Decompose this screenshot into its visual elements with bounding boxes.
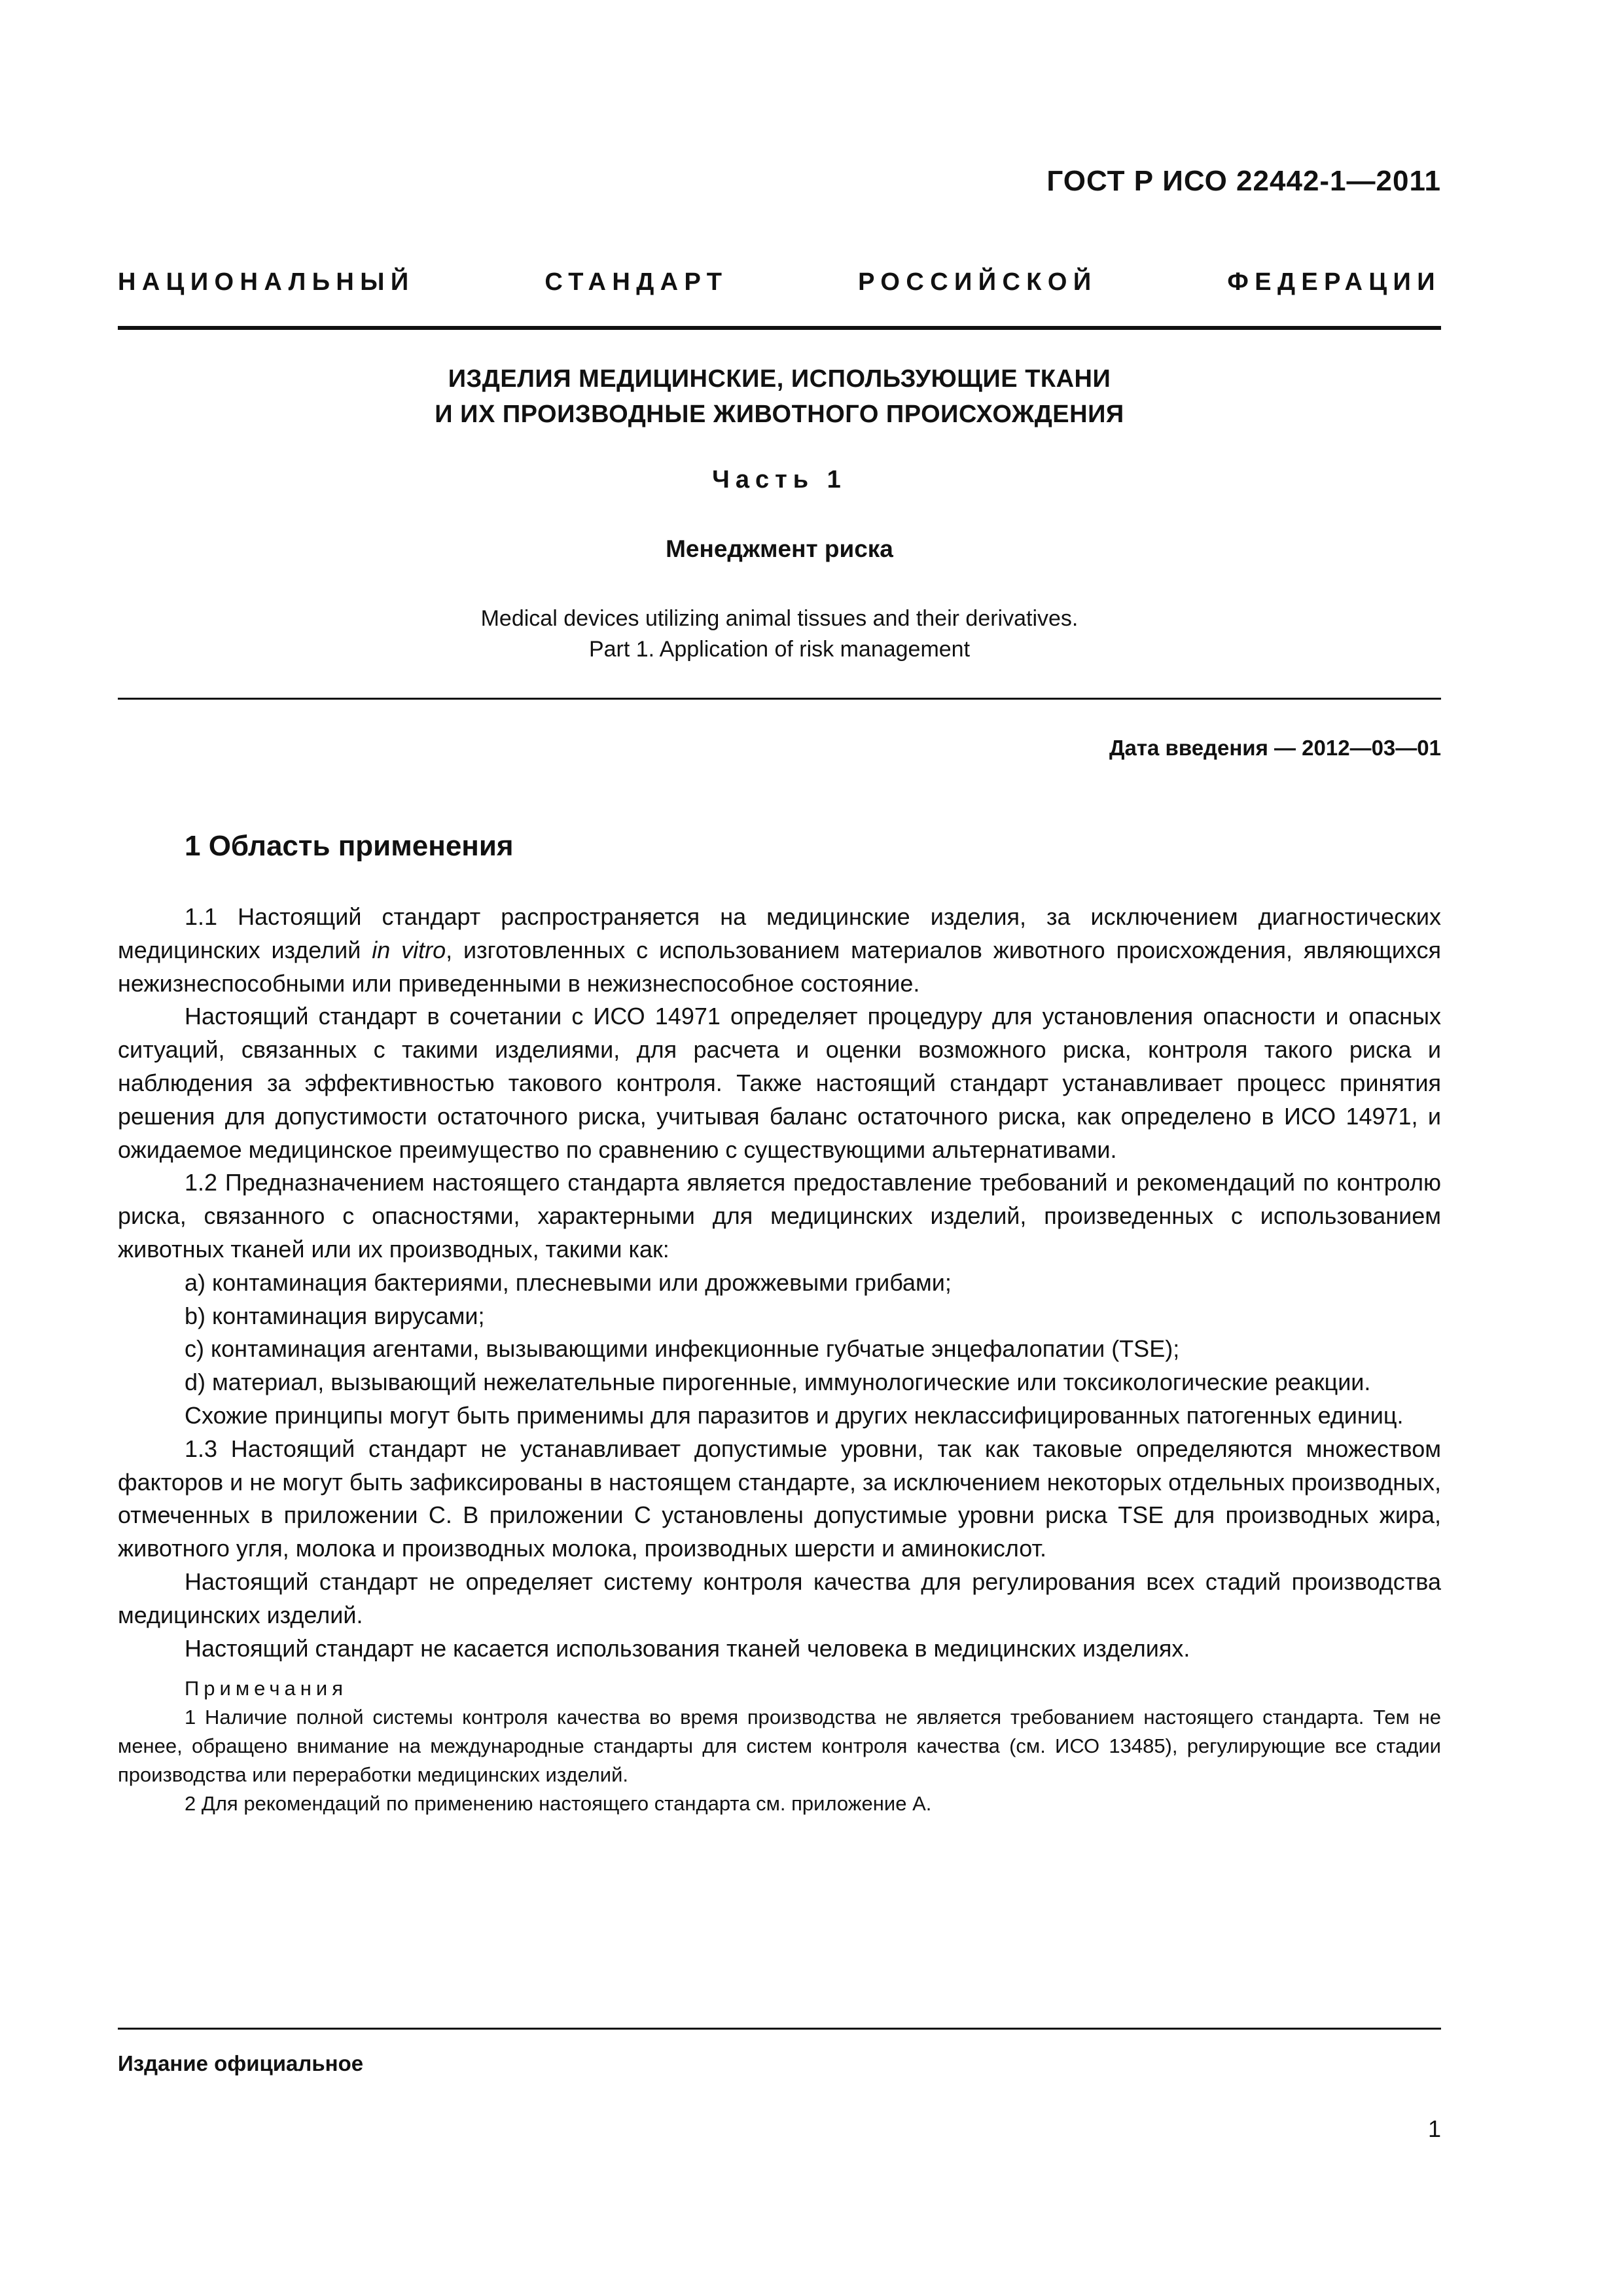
national-word: СТАНДАРТ [544, 268, 728, 296]
introduction-date: Дата введения — 2012—03—01 [1109, 736, 1441, 760]
notes-heading: Примечания [185, 1677, 348, 1700]
paragraph: 1.2 Предназначением настоящего стандарта является предоставление требований и рекомендаций по контролю риска, связанного с опасностями, характерными для медицинских изделий, произведенных с использованием животных тканей или их производных, такими как: [118, 1169, 1441, 1263]
notes-block [118, 1674, 1441, 1818]
english-title-line: Part 1. Application of risk management [588, 637, 971, 662]
paragraph: Настоящий стандарт не касается использования тканей человека в медицинских изделиях. [185, 1634, 1190, 1662]
list-item: c) контаминация агентами, вызывающими инфекционные губчатые энцефалопатии (TSE); [185, 1335, 1180, 1363]
paragraph: 1.1 Настоящий стандарт распространяется на медицинские изделия, за исключением диагностических медицинских изделий in vitro, изготовленных с использованием материалов животного происхождения, являющихся нежизнеспособными или приведенными в нежизнеспособное состояние. [118, 903, 1442, 997]
national-standard-heading [118, 268, 1441, 296]
header-rule [118, 326, 1441, 330]
list-item: b) контаминация вирусами; [185, 1302, 485, 1329]
national-word: ФЕДЕРАЦИИ [1227, 268, 1441, 296]
section-heading: 1 Область применения [185, 830, 514, 862]
standard-designation: ГОСТ Р ИСО 22442-1—2011 [1046, 165, 1441, 197]
list-item: d) материал, вызывающий нежелательные пирогенные, иммунологические или токсикологические реакции. [185, 1369, 1371, 1396]
note: 1 Наличие полной системы контроля качества во время производства не является требованием настоящего стандарта. Тем не менее, обращено внимание на международные стандарты для систем контроля качества (см. ИСО 13485), регулирующие все стадии производства или переработки медицинских изделий. [118, 1706, 1441, 1787]
english-title-line: Medical devices utilizing animal tissues and their derivatives. [480, 606, 1079, 631]
edition-label: Издание официальное [118, 2051, 364, 2075]
national-word: РОССИЙСКОЙ [858, 268, 1097, 296]
title-rule [118, 698, 1441, 700]
document-title [118, 361, 1441, 432]
part-subtitle: Менеджмент риска [666, 535, 893, 562]
paragraph: Настоящий стандарт в сочетании с ИСО 14971 определяет процедуру для установления опасности и опасных ситуаций, связанных с такими изделиями, для расчета и оценки возможного риска, контроля такого риска и наблюдения за эффективностью такового контроля. Также настоящий стандарт устанавливает процесс принятия решения для допустимости остаточного риска, учитывая баланс остаточного риска, как определено в ИСО 14971, и ожидаемое медицинское преимущество по сравнению с существующими альтернативами. [118, 1003, 1441, 1163]
footer-rule [118, 2028, 1441, 2030]
title-line: ИЗДЕЛИЯ МЕДИЦИНСКИЕ, ИСПОЛЬЗУЮЩИЕ ТКАНИ [448, 365, 1111, 393]
section-body [118, 901, 1441, 1818]
paragraph: 1.3 Настоящий стандарт не устанавливает допустимые уровни, так как таковые определяются множеством факторов и не могут быть зафиксированы в настоящем стандарте, за исключением некоторых отдельных производных, отмеченных в приложении С. В приложении С установлены допустимые уровни риска TSE для производных жира, животного угля, молока и производных молока, производных шерсти и аминокислот. [118, 1435, 1441, 1562]
english-title [118, 603, 1441, 665]
page-number: 1 [1427, 2115, 1441, 2142]
part-label: Часть 1 [712, 466, 847, 493]
national-word: НАЦИОНАЛЬНЫЙ [118, 268, 415, 296]
list-item: a) контаминация бактериями, плесневыми или дрожжевыми грибами; [185, 1268, 952, 1296]
paragraph: Схожие принципы могут быть применимы для паразитов и других неклассифицированных патогенных единиц. [185, 1401, 1404, 1429]
note: 2 Для рекомендаций по применению настоящего стандарта см. приложение А. [185, 1792, 932, 1816]
paragraph: Настоящий стандарт не определяет систему контроля качества для регулирования всех стадий производства медицинских изделий. [118, 1568, 1441, 1628]
title-line: И ИХ ПРОИЗВОДНЫЕ ЖИВОТНОГО ПРОИСХОЖДЕНИЯ [435, 401, 1124, 428]
